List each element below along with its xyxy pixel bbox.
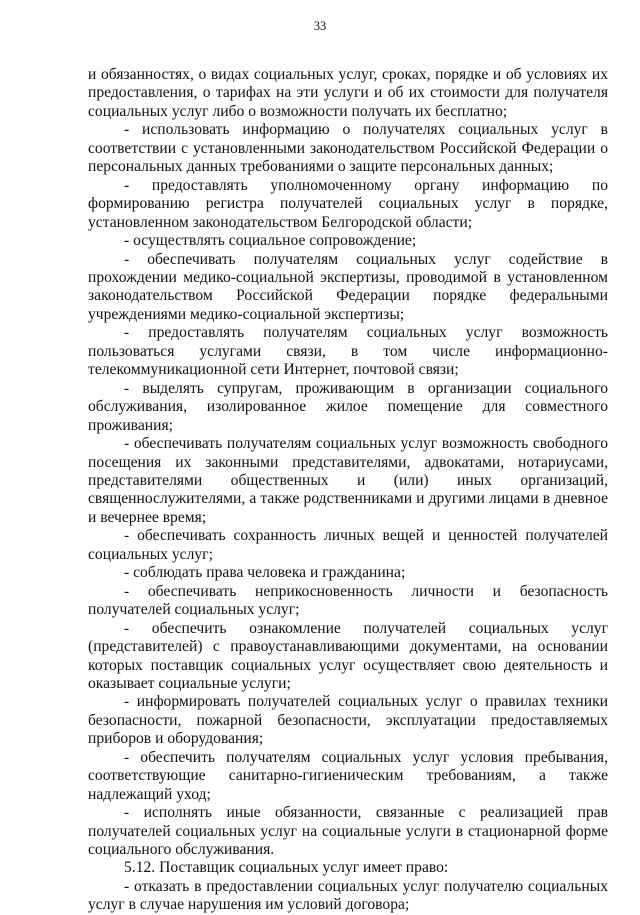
list-item: - обеспечить получателям социальных услуг условия пребывания, соответствующие санитарно-гигиеническим требованиям, а также надлежащий уход; — [88, 748, 608, 803]
list-item: - исполнять иные обязанности, связанные с реализацией прав получателей социальных услуг на социальные услуги в стационарной форме социального обслуживания. — [88, 804, 608, 859]
section-heading: 5.12. Поставщик социальных услуг имеет право: — [124, 859, 449, 877]
list-item: - обеспечить ознакомление получателей социальных услуг (представителей) с правоустанавливающими документами, на основании которых поставщик социальных услуг осуществляет свою деятельность и оказывает социальные услуги; — [88, 619, 608, 692]
list-item: - обеспечивать неприкосновенность личности и безопасность получателей социальных услуг; — [88, 582, 608, 619]
list-item: - предоставлять уполномоченному органу информацию по формированию регистра получателей социальных услуг в порядке, установленном законодательством Белгородской области; — [88, 176, 608, 231]
list-item: - обеспечивать получателям социальных услуг возможность свободного посещения их законными представителями, адвокатами, нотариусами, представителями общественных и (или) иных организаций, священнослужителями, а также родственниками и другими лицами в дневное и вечернее время; — [88, 435, 608, 526]
list-item: - информировать получателей социальных услуг о правилах техники безопасности, пожарной безопасности, эксплуатации предоставляемых приборов и оборудования; — [88, 693, 608, 748]
document-body — [88, 66, 608, 915]
list-item: - соблюдать права человека и гражданина; — [124, 564, 406, 582]
list-item: - предоставлять получателям социальных услуг возможность пользоваться услугами связи, в том числе информационно-телекоммуникационной сети Интернет, почтовой связи; — [88, 324, 608, 379]
list-item: - отказать в предоставлении социальных услуг получателю социальных услуг в случае нарушения им условий договора; — [88, 877, 608, 914]
list-item: - использовать информацию о получателях социальных услуг в соответствии с установленными законодательством Российской Федерации о персональных данных требованиями о защите персональных данных; — [88, 121, 608, 176]
list-item: - осуществлять социальное сопровождение; — [124, 232, 417, 250]
list-item: - обеспечивать сохранность личных вещей и ценностей получателей социальных услуг; — [88, 527, 608, 563]
list-item: - выделять супругам, проживающим в организации социального обслуживания, изолированное жилое помещение для совместного проживания; — [88, 379, 608, 434]
paragraph-continuation: и обязанностях, о видах социальных услуг, сроках, порядке и об условиях их предоставления, о тарифах на эти услуги и об их стоимости для получателя социальных услуг либо о возможности получать их бесплатно; — [88, 66, 608, 120]
list-item: - обеспечивать получателям социальных услуг содействие в прохождении медико-социальной экспертизы, проводимой в установленном законодательством Российской Федерации порядке федеральными учреждениями медико-социальной экспертизы; — [88, 250, 608, 323]
page-number: 33 — [313, 19, 327, 33]
